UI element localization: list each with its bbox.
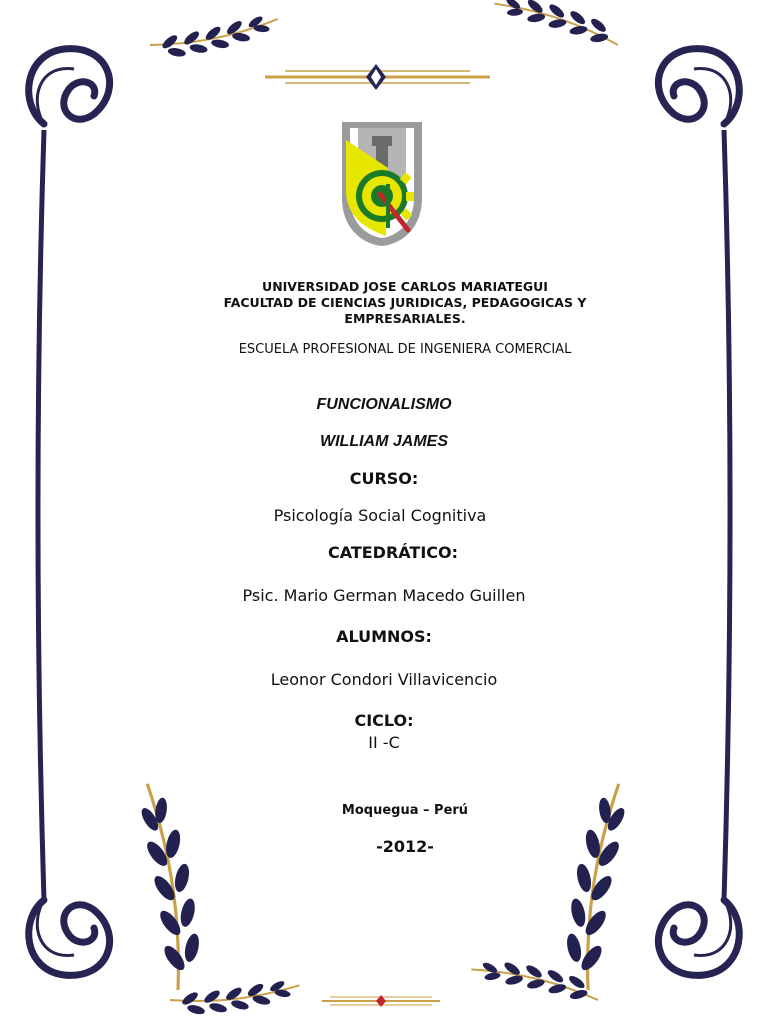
- teacher-value: Psic. Mario German Macedo Guillen: [242, 586, 526, 605]
- university-header: [195, 279, 615, 327]
- year: -2012-: [376, 837, 434, 856]
- course-label: CURSO:: [349, 469, 419, 488]
- corner-top-left: [29, 49, 110, 124]
- university-name: UNIVERSIDAD JOSE CARLOS MARIATEGUI: [262, 279, 548, 294]
- students-value: Leonor Condori Villavicencio: [270, 670, 498, 689]
- course-value: Psicología Social Cognitiva: [273, 506, 487, 525]
- wheat-icon: [169, 972, 302, 1024]
- faculty-name: FACULTAD DE CIENCIAS JURIDICAS, PEDAGOGICAS Y EMPRESARIALES.: [223, 295, 587, 326]
- top-ornament: [265, 64, 490, 90]
- topic-title: FUNCIONALISMO: [316, 396, 452, 413]
- teacher-label: CATEDRÁTICO:: [327, 543, 459, 562]
- wheat-icon: [149, 6, 282, 68]
- place: Moquegua – Perú: [341, 803, 469, 818]
- school-name: ESCUELA PROFESIONAL DE INGENIERA COMERCIAL: [238, 342, 572, 357]
- corner-bottom-right: [658, 900, 739, 975]
- cycle-label: CICLO:: [354, 711, 414, 730]
- corner-top-right: [658, 49, 739, 124]
- university-logo-icon: [336, 118, 428, 248]
- corner-bottom-left: [29, 900, 110, 975]
- wheat-icon: [126, 778, 216, 991]
- author-title: WILLIAM JAMES: [320, 433, 448, 450]
- wheat-icon: [469, 953, 602, 1005]
- wheat-icon: [550, 778, 640, 991]
- cycle-value: II -C: [368, 733, 400, 752]
- bottom-ornament: [322, 995, 440, 1007]
- students-label: ALUMNOS:: [336, 627, 432, 646]
